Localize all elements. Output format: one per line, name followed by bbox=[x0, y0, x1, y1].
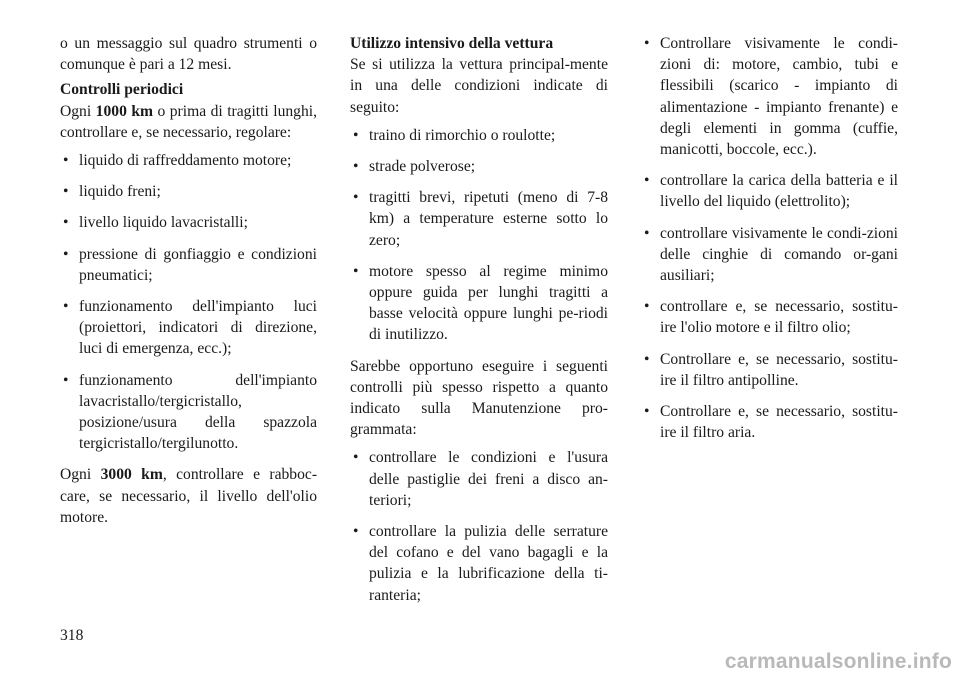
oil-check-paragraph bbox=[60, 464, 317, 528]
column-right bbox=[641, 33, 898, 453]
watermark: carmanualsonline.info bbox=[724, 650, 952, 673]
list-item: • liquido di raffreddamento motore; bbox=[60, 150, 317, 171]
text-span: , controllare e rabboc-care, se necessario, il livello dell'olio motore. bbox=[60, 466, 318, 526]
list-item: • Controllare e, se necessario, sostitu-ire il filtro aria. bbox=[641, 401, 898, 443]
list-item: • Controllare e, se necessario, sostitu-ire il filtro antipolline. bbox=[641, 349, 898, 391]
list-item: • traino di rimorchio o roulotte; bbox=[350, 125, 608, 146]
section-heading-periodic-checks: Controlli periodici bbox=[60, 81, 184, 99]
periodic-checks-list bbox=[60, 150, 317, 454]
list-item: • tragitti brevi, ripetuti (meno di 7-8 km) a temperature esterne sotto lo zero; bbox=[350, 187, 608, 251]
list-item: • livello liquido lavacristalli; bbox=[60, 212, 317, 233]
list-item: • funzionamento dell'impianto luci (proiettori, indicatori di direzione, luci di emergenza, ecc.); bbox=[60, 296, 317, 360]
list-item: • strade polverose; bbox=[350, 156, 608, 177]
intensive-use-intro: Se si utilizza la vettura principal-mente in una delle condizioni indicate di seguito: bbox=[350, 56, 608, 116]
text-span: Ogni bbox=[60, 466, 101, 484]
bold-distance: 3000 km bbox=[100, 466, 163, 484]
list-item: • controllare e, se necessario, sostitu-ire l'olio motore e il filtro olio; bbox=[641, 296, 898, 338]
column-middle bbox=[350, 33, 608, 616]
list-item: • motore spesso al regime minimo oppure guida per lunghi tragitti a basse velocità oppure lunghi pe-riodi di inutilizzo. bbox=[350, 261, 608, 346]
list-item: • controllare visivamente le condi-zioni delle cinghie di comando or-gani ausiliari; bbox=[641, 223, 898, 287]
section-heading-intensive-use: Utilizzo intensivo della vettura bbox=[350, 35, 554, 52]
list-item: • controllare la pulizia delle serrature del cofano e del vano bagagli e la pulizia e la lubrificazione della ti-ranteria; bbox=[350, 521, 608, 606]
text-span: Ogni bbox=[60, 102, 96, 120]
column-left bbox=[60, 33, 317, 535]
list-item: • liquido freni; bbox=[60, 181, 317, 202]
bold-distance: 1000 km bbox=[95, 102, 153, 120]
page-number: 318 bbox=[60, 627, 84, 644]
list-item: • pressione di gonfiaggio e condizioni pneumatici; bbox=[60, 244, 317, 286]
intensive-conditions-list bbox=[350, 125, 608, 346]
text-span: o prima di tragitti lunghi, controllare e, se necessario, regolare: bbox=[60, 102, 317, 141]
list-item: • controllare le condizioni e l'usura delle pastiglie dei freni a disco an-teriori; bbox=[350, 447, 608, 511]
periodic-checks-paragraph bbox=[60, 101, 317, 143]
list-item: • controllare la carica della batteria e il livello del liquido (elettrolito); bbox=[641, 170, 898, 212]
list-item: • Controllare visivamente le condi-zioni di: motore, cambio, tubi e flessibili (scarico - impianto di alimentazione - impianto frenante) e degli elementi in gomma (cuffie, manicotti, boccole, ecc.). bbox=[641, 33, 898, 160]
frequent-checks-paragraph: Sarebbe opportuno eseguire i seguenti controlli più spesso rispetto a quanto indicato sulla Manutenzione pro-grammata: bbox=[350, 357, 608, 439]
list-item: • funzionamento dell'impianto lavacristallo/tergicristallo, posizione/usura della spazzola tergicristallo/tergilunotto. bbox=[60, 370, 317, 455]
intro-paragraph: o un messaggio sul quadro strumenti o comunque è pari a 12 mesi. bbox=[60, 35, 317, 74]
additional-checks-list bbox=[641, 33, 898, 443]
frequent-checks-list bbox=[350, 447, 608, 605]
